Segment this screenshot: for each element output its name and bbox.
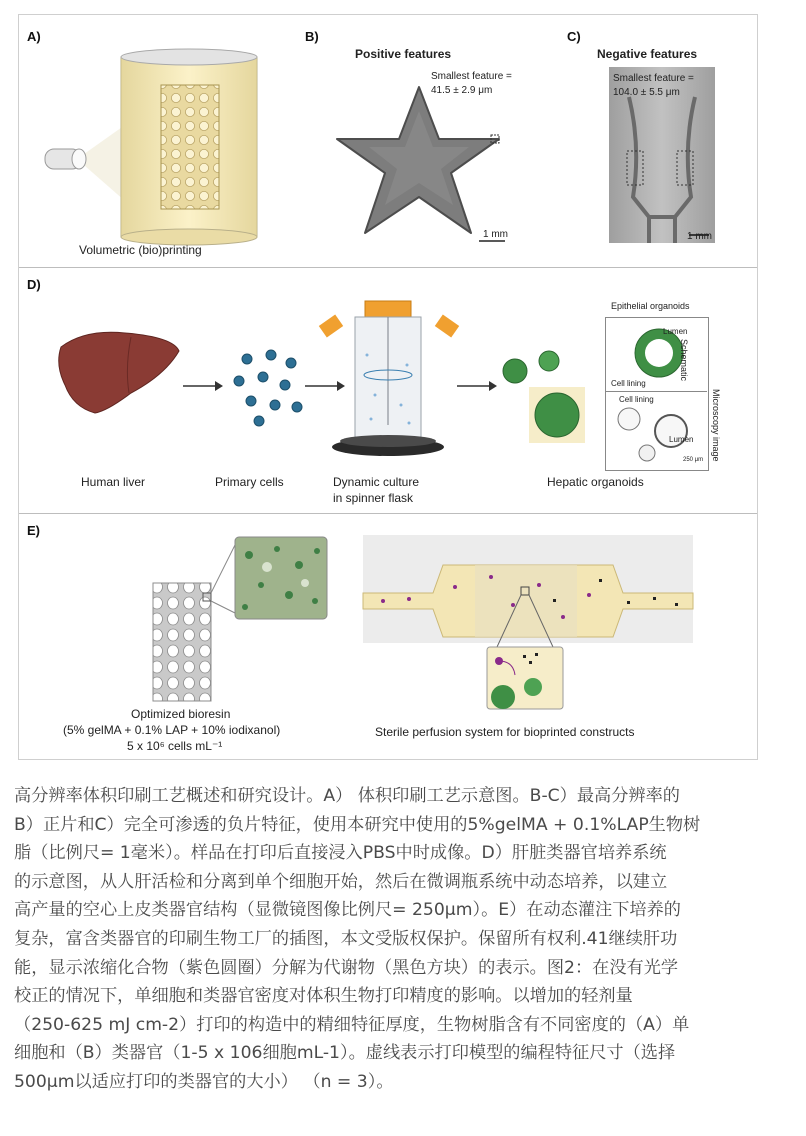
- human-liver-label: Human liver: [81, 475, 146, 489]
- panel-row-abc: [19, 15, 757, 268]
- bioresin-construct-illustration: [149, 531, 339, 711]
- caption-line: 脂（比例尺= 1毫米）。样品在打印后直接浸入PBS中时成像。D）肝脏类器官培养系统: [14, 843, 667, 864]
- organoids-illustration: [497, 347, 607, 457]
- caption-line: 能，显示浓缩化合物（紫色圆圈）分解为代谢物（黑色方块）的表示。图2：在没有光学: [14, 957, 679, 978]
- caption-line: 500μm以适应打印的类器官的大小） （n = 3）。: [14, 1071, 394, 1092]
- panel-c-letter: C): [567, 29, 581, 44]
- caption-line: 高分辨率体积印刷工艺概述和研究设计。A） 体积印刷工艺示意图。B-C）最高分辨率的: [14, 786, 680, 806]
- caption-line: 的示意图，从人肝活检和分离到单个细胞开始，然后在微调瓶系统中动态培养，以建立: [14, 871, 668, 892]
- panel-row-d: [19, 267, 757, 514]
- caption-line: 校正的情况下，单细胞和类器官密度对体积生物打印精度的影响。以增加的轻剂量: [14, 986, 633, 1007]
- bioresin-line3: 5 x 10⁶ cells mL⁻¹: [127, 739, 223, 753]
- schematic-side-label: Schematic: [679, 339, 689, 382]
- volumetric-printing-illustration: [29, 21, 289, 251]
- micro-scale-label: 250 μm: [683, 457, 704, 463]
- cell-lining-label-2: Cell lining: [619, 395, 654, 404]
- figure: [18, 14, 758, 760]
- arrow-icon: [183, 379, 223, 393]
- dynamic-culture-line1: Dynamic culture: [333, 475, 420, 489]
- lumen-label-2: Lumen: [669, 435, 694, 444]
- caption-line: （250-625 mJ cm-2）打印的构造中的精细特征厚度，生物树脂含有不同密度的（A）单: [14, 1014, 690, 1035]
- primary-cells-illustration: [229, 347, 309, 427]
- star-print-image: [319, 81, 519, 251]
- caption-line: 复杂，富含类器官的印刷生物工厂的插图，本文受版权保护。保留所有权利.41继续肝功: [14, 928, 678, 949]
- dynamic-culture-line2: in spinner flask: [333, 491, 414, 505]
- detail-divider: [605, 391, 707, 392]
- bioresin-line1: Optimized bioresin: [131, 707, 231, 721]
- caption-line: B）正片和C）完全可渗透的负片特征，使用本研究中使用的5%gelMA + 0.1%LAP生物树: [14, 814, 701, 835]
- figure-caption: [14, 782, 774, 1097]
- lumen-label: Lumen: [663, 327, 688, 336]
- caption-line: 高产量的空心上皮类器官结构（显微镜图像比例尺= 250μm）。E）在动态灌注下培养的: [14, 900, 681, 921]
- panel-b-note-line2: 41.5 ± 2.9 μm: [431, 85, 493, 96]
- panel-b-note-line1: Smallest feature =: [431, 71, 512, 82]
- panel-c-scale: 1 mm: [687, 231, 712, 242]
- cell-lining-label: Cell lining: [611, 379, 646, 388]
- epithelial-organoids-label: Epithelial organoids: [611, 301, 690, 311]
- panel-b-scale: 1 mm: [483, 229, 508, 240]
- caption-line: 细胞和（B）类器官（1-5 x 106细胞mL-1）。虚线表示打印模型的编程特征尺寸（选择: [14, 1043, 676, 1064]
- perfusion-system-illustration: [363, 535, 693, 713]
- panel-c-title: Negative features: [597, 47, 698, 61]
- perfusion-label: Sterile perfusion system for bioprinted constructs: [375, 725, 635, 739]
- microscopy-side-label: Microscopy image: [711, 389, 721, 462]
- hepatic-organoids-label: Hepatic organoids: [547, 475, 644, 489]
- panel-c-note-line2: 104.0 ± 5.5 μm: [613, 87, 680, 98]
- arrow-icon: [457, 379, 497, 393]
- panel-b-letter: B): [305, 29, 319, 44]
- primary-cells-label: Primary cells: [215, 475, 284, 489]
- panel-a-letter: A): [27, 29, 41, 44]
- panel-row-e: [19, 513, 757, 759]
- panel-e-letter: E): [27, 523, 40, 538]
- panel-a-label: Volumetric (bio)printing: [79, 243, 202, 257]
- panel-d-letter: D): [27, 277, 41, 292]
- panel-b-title: Positive features: [355, 47, 452, 61]
- bioresin-line2: (5% gelMA + 0.1% LAP + 10% iodixanol): [63, 723, 281, 737]
- liver-illustration: [55, 327, 185, 417]
- panel-c-note-line1: Smallest feature =: [613, 73, 694, 84]
- spinner-flask-illustration: [315, 295, 465, 465]
